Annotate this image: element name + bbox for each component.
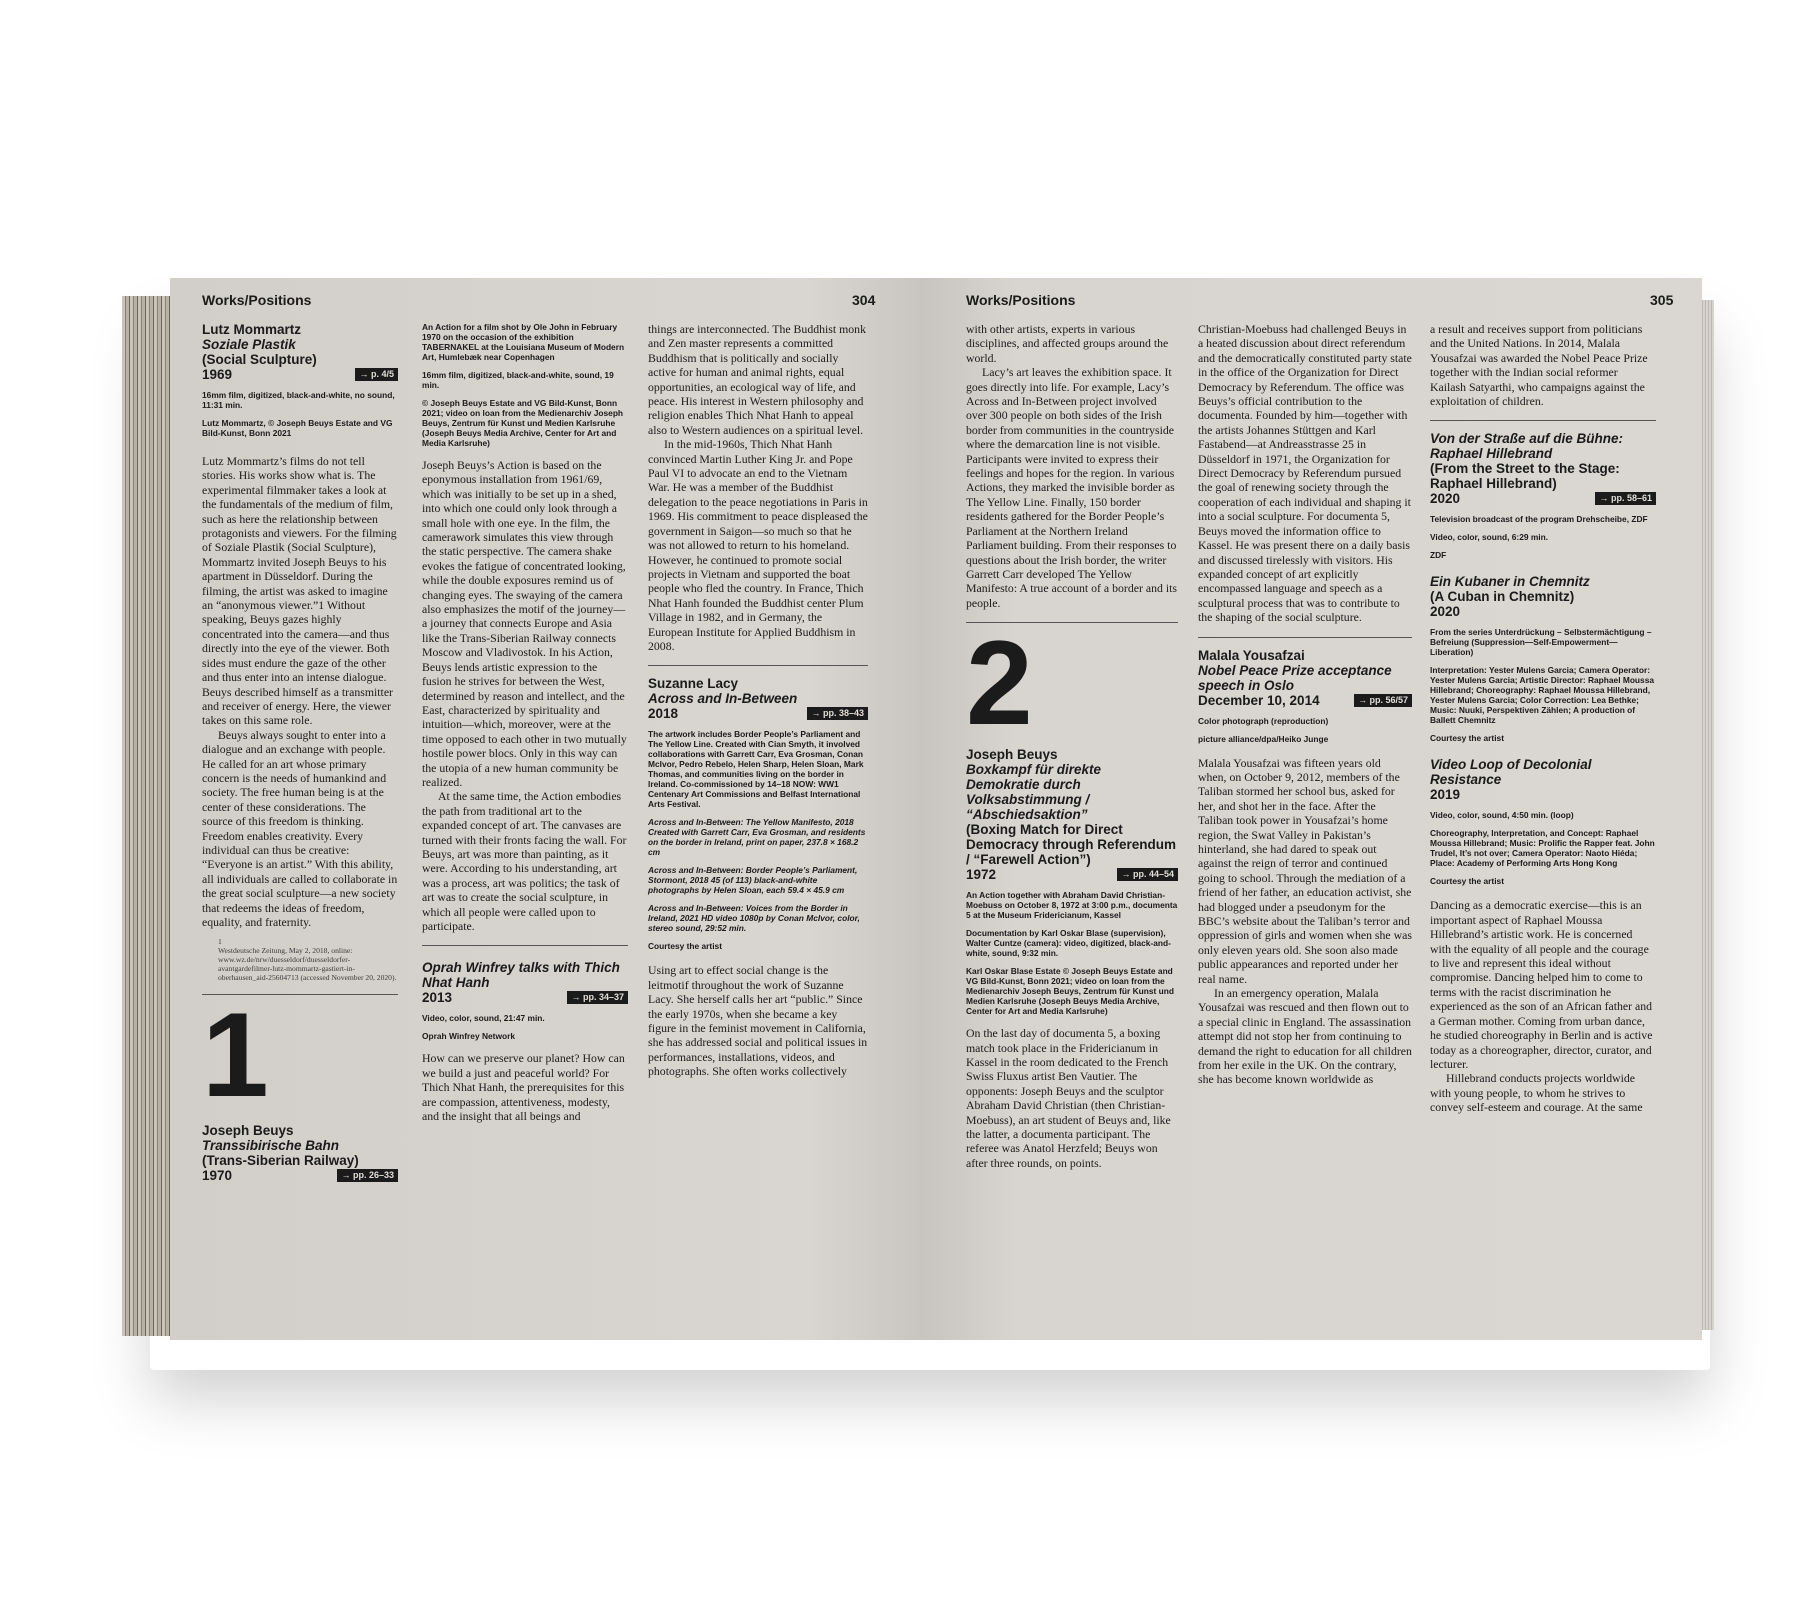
column-2	[1198, 322, 1412, 1087]
paragraph: Malala Yousafzai was fifteen years old when, on October 9, 2012, members of the Taliban stormed her school bus, asked for her, and shot her in the face. After the Taliban took power in Yousafzai’s home region, the Swat Valley in Pakistan’s hinterland, she had dared to speak out against the reign of terror and continued going to school. Through the mediation of a friend of her father, an education activist, she had blogged under a pseudonym for the BBC’s website about the Taliban’s terror and oppression of girls and women when she was only eleven years old. She soon also made public appearances and reported under her real name.	[1198, 755, 1412, 986]
entry-credit: Lutz Mommartz, © Joseph Beuys Estate and VG Bild-Kunst, Bonn 2021	[202, 418, 393, 438]
section-subtitle: (Boxing Match for Direct Democracy through Referendum / “Farewell Action”)	[966, 822, 1177, 868]
entry-title: Soziale Plastik	[202, 337, 296, 352]
entry-subtitle: (A Cuban in Chemnitz)	[1430, 589, 1575, 605]
entry-credit: Courtesy the artist	[1430, 733, 1504, 744]
body-text	[966, 322, 1178, 610]
footnote	[202, 937, 398, 982]
column-3	[648, 322, 868, 1079]
entry-title: Ein Kubaner in Chemnitz	[1430, 574, 1590, 590]
page-reference: → pp. 56/57	[1354, 694, 1412, 707]
entry-credit: Courtesy the artist	[1430, 876, 1504, 887]
entry-year-row	[648, 706, 868, 721]
page-number: 305	[1650, 292, 1674, 308]
section-year: 1970	[202, 1168, 233, 1184]
paragraph: with other artists, experts in various disciplines, and affected groups around the world.	[966, 322, 1169, 365]
section-artist: Joseph Beuys	[966, 747, 1058, 763]
page-edges-right	[1700, 300, 1714, 1330]
entry-meta: Color photograph (reproduction)	[1198, 715, 1329, 726]
entry-year-row	[202, 367, 398, 382]
section-title: Transsibirische Bahn	[202, 1138, 340, 1154]
page-305	[920, 278, 1702, 1340]
paragraph: In the mid-1960s, Thich Nhat Hanh convinced Martin Luther King Jr. and Pope Paul VI to advocate an end to the Vietnam War. He was a member of the Buddhist delegation to the peace negotiations in Paris in 1969. His commitment to peace displeased the government in Saigon—so much so that he was not allowed to return to his homeland. However, he continued to promote social projects in Vietnam and supported the boat people who fled the country. In France, Thich Nhat Hanh founded the Buddhist center Plum Village in 1982, and in Germany, the European Institute for Applied Buddhism in 2008.	[648, 437, 868, 653]
page-number: 304	[852, 292, 876, 308]
body-text	[1430, 898, 1656, 1114]
entry-meta: 16mm film, digitized, black-and-white, no sound, 11:31 min.	[202, 390, 395, 410]
paragraph: In an emergency operation, Malala Yousafzai was rescued and then flown out to a special clinic in England. The assassination attempt did not stop her from continuing to demand the right to education for all children from her exile in the UK. On the contrary, she has become known worldwide as	[1198, 986, 1412, 1087]
entry-credit: Oprah Winfrey Network	[422, 1031, 515, 1042]
entry-meta: Video, color, sound, 6:29 min.	[1430, 532, 1549, 543]
paragraph: Joseph Beuys’s Action is based on the eponymous installation from 1961/69, which was initially to be set up in a shed, into which one could only look through a small hole with one eye. In the film, the camerawork simulates this view through the static perspective. The camera shake evokes the fatigue of concentrated looking, while the double exposures remind us of changing eyes. The swaying of the camera also emphasizes the motif of the journey—a journey that connects Europe and Asia like the Trans-Siberian Railway connects Moscow and Vladivostok. In his Action, Beuys lends artistic expression to the fusion he strives for between the West, determined by reason and intellect, and the East, characterized by spirituality and intuition—which, moreover, were at the time opposed to each other in two mutually hostile power blocs. Only in this way can the utopia of a new human community be realized.	[422, 458, 627, 789]
divider	[422, 945, 628, 946]
body-text	[648, 963, 868, 1078]
entry-meta: An Action together with Abraham David Christian-Moebuss on October 8, 1972 at 3:00 p.m., documenta 5 at the Museum Fridericianum, Kassel	[966, 890, 1178, 921]
section-year-row	[202, 1168, 398, 1183]
page-reference: → pp. 38–43	[807, 707, 868, 720]
entry-year-row	[1430, 491, 1656, 506]
entry-title: Oprah Winfrey talks with Thich Nhat Hanh	[422, 960, 620, 991]
body-text	[1198, 322, 1412, 625]
entry-heading	[1430, 574, 1656, 743]
entry-year: December 10, 2014	[1198, 692, 1320, 708]
entry-subtitle: (From the Street to the Stage: Raphael Hillebrand)	[1430, 461, 1620, 492]
entry-meta: Documentation by Karl Oskar Blase (supervision), Walter Cuntze (camera): video, digitized, black-and-white, sound, 9:32 min.	[966, 928, 1171, 959]
entry-heading	[1198, 648, 1412, 744]
body-text	[648, 322, 868, 653]
body-text	[966, 1026, 1178, 1170]
column-1	[966, 322, 1178, 1170]
footnote-number: 1	[218, 937, 222, 947]
entry-year: 2018	[648, 706, 679, 722]
paragraph: Lacy’s art leaves the exhibition space. It goes directly into life. For example, Lacy’s Across and In-Between project involved over 300 people on both sides of the Irish border from communities in the countryside where the demarcation line is not visible. Participants were invited to express their feelings and hopes for the region. In various Actions, they marked the invisible border as The Yellow Line. Finally, 150 border residents gathered for the Border People’s Parliament at the Northern Ireland Parliament building. From their responses to questions about the Irish border, the writer Garrett Carr developed The Yellow Manifesto: A true account of a border and its people.	[966, 365, 1177, 610]
entry-credit: picture alliance/dpa/Heiko Junge	[1198, 733, 1329, 744]
body-text	[1430, 322, 1656, 408]
section-heading	[202, 1123, 398, 1183]
entry-meta: Video, color, sound, 21:47 min.	[422, 1013, 545, 1024]
column-1	[202, 322, 398, 1183]
entry-meta: 16mm film, digitized, black-and-white, sound, 19 min.	[422, 370, 614, 390]
body-text	[202, 454, 398, 929]
paragraph: things are interconnected. The Buddhist monk and Zen master represents a committed Buddhism that is politically and socially active for human and animal rights, equal opportunities, an ecological way of life, and peace. His interest in Western philosophy and religion enables Thich Nhat Hanh to appeal also to Western audiences on a spiritual level.	[648, 322, 866, 437]
entry-title: Von der Straße auf die Bühne: Raphael Hillebrand	[1430, 431, 1624, 462]
paragraph: On the last day of documenta 5, a boxing match took place in the Fridericianum in Kassel in the room dedicated to the French Swiss Fluxus artist Ben Vautier. The opponents: Joseph Beuys and the sculptor Abraham David Christian (then Christian-Moebuss), an art student of Beuys and, like the latter, a documenta participant. The referee was Anatol Herzfeld; Beuys won after three rounds, on points.	[966, 1026, 1171, 1170]
section-number: 1	[202, 988, 265, 1123]
entry-meta: Across and In-Between: The Yellow Manifesto, 2018 Created with Garrett Carr, Eva Grosman, and residents on the border in Ireland, print on paper, 237.8 × 168.2 cm	[648, 817, 866, 858]
entry-credit: Courtesy the artist	[648, 941, 722, 952]
page-reference: → pp. 26–33	[337, 1169, 398, 1182]
paragraph: How can we preserve our planet? How can we build a just and peaceful world? For Thich Nhat Hanh, the prerequisites for this are compassion, attentiveness, modesty, and the insight that all beings and	[422, 1051, 625, 1124]
footnote-text: Westdeutsche Zeitung, May 2, 2018, online: www.wz.de/nrw/duesseldorf/duesseldorfer-avantgardefilmer-lutz-mommartz-gastiert-in-oberhausen_aid-25604713 (accessed November 20, 2020).	[218, 946, 397, 983]
body-text	[422, 1051, 628, 1123]
entry-year-row	[1198, 693, 1412, 708]
page-reference: → p. 4/5	[355, 368, 398, 381]
entry-year: 1969	[202, 367, 233, 382]
entry-meta: The artwork includes Border People’s Parliament and The Yellow Line. Created with Cian Smyth, it involved collaborations with Garrett Carr, Eva Grosman, Conan McIvor, Pedro Rebelo, Helen Sharp, Helen Sloan, Mark Thomas, and communities living on the border in Ireland. Co-commissioned by 14–18 NOW: WW1 Centenary Art Commissions and Belfast International Arts Festival.	[648, 729, 864, 810]
paragraph: Using art to effect social change is the leitmotif throughout the work of Suzanne Lacy. She herself calls her art “public.” Since the early 1970s, when she became a key figure in the feminist movement in California, she has addressed social and political issues in performances, installations, videos, and photographs. She often works collectively	[648, 963, 868, 1079]
entry-heading	[422, 960, 628, 1041]
divider	[648, 665, 868, 666]
paragraph: Dancing as a democratic exercise—this is an important aspect of Raphael Moussa Hillebrand’s artistic work. He is concerned with the equality of all people and the courage to live and represent this ideal without compromise. Dancing helped him to come to terms with the racist discrimination he experienced as the son of an African father and a German mother. Coming from urban dance, he studied choreography in Berlin and is active today as a choreographer, director, curator, and lecturer.	[1430, 898, 1653, 1071]
entry-artist: Malala Yousafzai	[1198, 647, 1305, 663]
divider	[1198, 637, 1412, 638]
body-text	[1198, 756, 1412, 1087]
page-304	[170, 278, 920, 1340]
entry-meta: Television broadcast of the program Drehscheibe, ZDF	[1430, 514, 1648, 525]
entry-year: 2013	[422, 990, 453, 1006]
body-text	[422, 458, 628, 933]
paragraph: Beuys always sought to enter into a dialogue and an exchange with people. He called for an art whose primary concern is the needs of humankind and society. The free human being is at the center of these considerations. The source of this freedom is thinking. Freedom enables creativity. Every individual can thus be creative: “Everyone is an artist.” With this ability, all individuals are called to collaborate in the great social sculpture—a new society that redeems the ideas of freedom, equality, and fraternity.	[202, 727, 398, 929]
entry-meta: From the series Unterdrückung – Selbstermächtigung – Befreiung (Suppression—Self-Empowerment—Liberation)	[1430, 627, 1652, 658]
entry-credit: Karl Oskar Blase Estate © Joseph Beuys Estate and VG Bild-Kunst, Bonn 2021; video on loan from the Medienarchiv Joseph Beuys, Zentrum für Kunst und Medien Karlsruhe (Joseph Beuys Media Archive, Center for Art and Media Karlsruhe)	[966, 966, 1175, 1017]
page-reference: → pp. 58–61	[1595, 492, 1656, 505]
paragraph: Christian-Moebuss had challenged Beuys in a heated discussion about direct referendum and the democratically constituted party state in the office of the Organization for Direct Democracy by Referendum. The office was Beuys’s official contribution to the documenta. Founded by him—together with the artists Johannes Stüttgen and Karl Fastabend—at Andreasstrasse 25 in Düsseldorf in 1971, the Organization for Direct Democracy by Referendum pursued the goal of renewing society through the cooperation of each individual and shaping it into a social sculpture. For documenta 5, Beuys moved the information office to Kassel. He was present there on a daily basis and discussed tirelessly with visitors. His expanded concept of art explicitly encompassed language and speech as a sculptural process that was to contribute to the shaping of the social sculpture.	[1198, 322, 1412, 625]
page-reference: → pp. 44–54	[1117, 868, 1178, 881]
entry-year: 2020	[1430, 491, 1461, 507]
entry-heading	[648, 676, 868, 951]
column-2	[422, 322, 628, 1123]
section-number: 2	[966, 616, 1029, 751]
entry-artist: Lutz Mommartz	[202, 322, 301, 337]
entry-year: 2020	[1430, 604, 1461, 620]
section-year: 1972	[966, 867, 997, 883]
entry-subtitle: (Social Sculpture)	[202, 352, 317, 367]
section-artist: Joseph Beuys	[202, 1123, 294, 1139]
entry-meta: Across and In-Between: Voices from the Border in Ireland, 2021 HD video 1080p by Conan McIvor, color, stereo sound, 29:52 min.	[648, 903, 860, 934]
paragraph: At the same time, the Action embodies the path from traditional art to the expanded concept of art. The canvases are turned with their fronts facing the wall. For Beuys, art was more than painting, as it were. According to his understanding, art was a process, art was politics; the task of art was to create the social sculpture, in which all people were called upon to participate.	[422, 789, 627, 933]
entry-heading	[1430, 757, 1656, 886]
entry-meta: Video, color, sound, 4:50 min. (loop)	[1430, 810, 1574, 821]
paragraph: a result and receives support from politicians and the United Nations. In 2014, Malala Yousafzai was awarded the Nobel Peace Prize together with the Indian social reformer Kailash Satyarthi, who campaigns against the exploitation of children.	[1430, 322, 1648, 409]
running-head: Works/Positions	[966, 292, 1076, 308]
entry-title: Across and In-Between	[648, 691, 798, 707]
paragraph: Lutz Mommartz’s films do not tell stories. His works show what is. The experimental filmmaker takes a look at the fundamentals of the medium of film, such as here the relationship between protagonists and viewers. For the filming of Soziale Plastik (Social Sculpture), Mommartz invited Joseph Beuys to his apartment in Düsseldorf. During the filming, the artist was asked to imagine an “anonymous viewer.”1 Without speaking, Beuys gazes highly concentrated into the camera—and thus directly into the eye of the viewer. Both sides must endure the gaze of the other and thus enter into an intense dialogue. Beuys described himself as a transmitter and receiver of energy. Here, the viewer takes on this same role.	[202, 454, 397, 728]
entry-title: Video Loop of Decolonial Resistance	[1430, 757, 1592, 788]
entry-meta: Choreography, Interpretation, and Concept: Raphael Moussa Hillebrand; Music: Prolific the Rapper feat. John Trudel, It’s not over; Camera Operator: Naoto Hiéda; Place: Academy of Performing Arts Hong Kong	[1430, 828, 1655, 869]
column-3	[1430, 322, 1656, 1115]
entry-meta: An Action for a film shot by Ole John in February 1970 on the occasion of the exhibition TABERNAKEL at the Louisiana Museum of Modern Art, Humlebæk near Copenhagen	[422, 322, 625, 362]
entry-meta: Interpretation: Yester Mulens Garcia; Camera Operator: Yester Mulens Garcia; Artistic Director: Raphael Moussa Hillebrand; Choreography: Raphael Moussa Hillebrand, Yester Mulens Garcia; Color Correction: Lea Bethke; Music: Nuuki, Perspektiven Zählen; A production of Ballett Chemnitz	[1430, 665, 1655, 726]
entry-artist: Suzanne Lacy	[648, 676, 739, 692]
entry-year-row	[422, 990, 628, 1005]
entry-year: 2019	[1430, 787, 1461, 803]
entry-heading	[1430, 431, 1656, 560]
running-head: Works/Positions	[202, 292, 312, 308]
divider	[1430, 420, 1656, 421]
entry-credit: © Joseph Beuys Estate and VG Bild-Kunst, Bonn 2021; video on loan from the Medienarchiv Joseph Beuys, Zentrum für Kunst und Medien Karlsruhe (Joseph Beuys Media Archive, Center for Art and Media Karlsruhe)	[422, 398, 624, 448]
paragraph: Hillebrand conducts projects worldwide with young people, to whom he strives to convey self-esteem and courage. At the same	[1430, 1071, 1643, 1115]
section-title: Boxkampf für direkte Demokratie durch Volksabstimmung / “Abschiedsaktion”	[966, 762, 1102, 823]
section-subtitle: (Trans-Siberian Railway)	[202, 1153, 359, 1169]
entry-credit: ZDF	[1430, 550, 1447, 561]
section-year-row	[966, 867, 1178, 882]
entry-title: Nobel Peace Prize acceptance speech in Oslo	[1198, 662, 1392, 693]
page-reference: → pp. 34–37	[567, 991, 628, 1004]
entry-meta: Across and In-Between: Border People’s Parliament, Stormont, 2018 45 (of 113) black-and-white photographs by Helen Sloan, each 59.4 × 45.9 cm	[648, 865, 858, 896]
section-heading	[966, 747, 1178, 1016]
